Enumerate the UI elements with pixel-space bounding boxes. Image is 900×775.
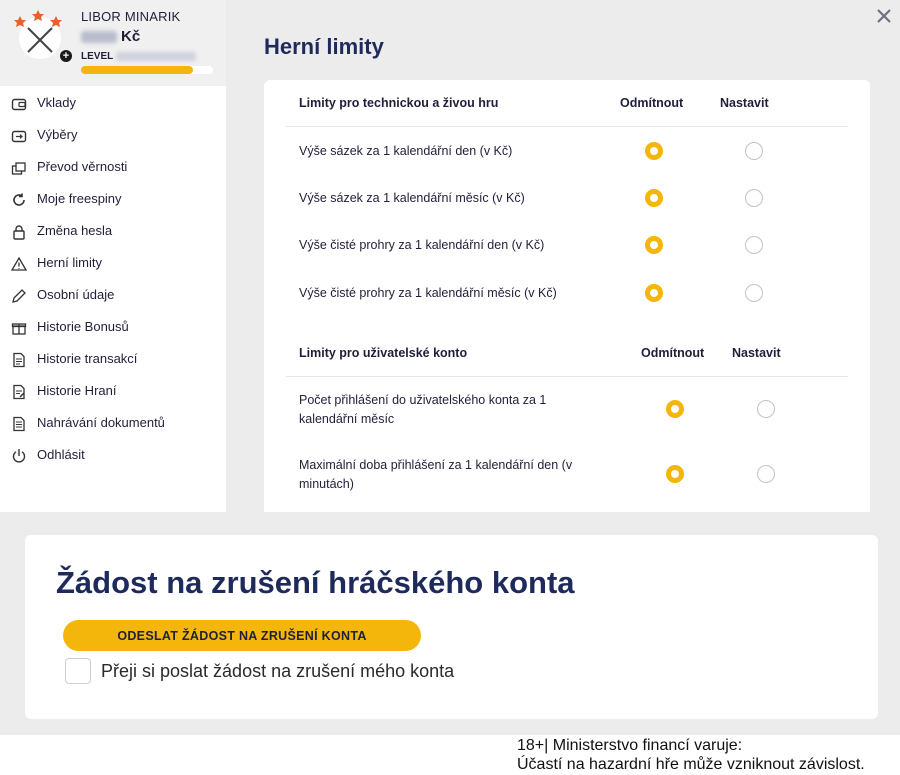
limit-row-label-line: Počet přihlášení do uživatelského konta za 1 bbox=[299, 393, 547, 407]
profile-header bbox=[0, 0, 226, 86]
gambling-warning bbox=[517, 736, 865, 774]
sidebar-item-freespiny[interactable] bbox=[0, 186, 226, 218]
wallet-out-icon bbox=[11, 128, 27, 144]
column-header-refuse: Odmítnout bbox=[641, 346, 705, 360]
limit-row-label-line: Maximální doba přihlášení za 1 kalendářní den (v bbox=[299, 458, 573, 472]
sidebar-item-label: Historie Hraní bbox=[37, 383, 117, 398]
limit-row-label bbox=[299, 391, 546, 429]
sidebar-item-historie-hrani[interactable] bbox=[0, 378, 226, 410]
close-icon[interactable] bbox=[874, 6, 894, 26]
sidebar-item-odhlasit[interactable] bbox=[0, 442, 226, 474]
limit-row-label bbox=[299, 456, 572, 494]
radio-set[interactable] bbox=[757, 465, 775, 483]
account-deletion-card bbox=[25, 535, 878, 719]
balance-blurred bbox=[81, 31, 117, 43]
level-blurred bbox=[116, 52, 196, 61]
balance bbox=[81, 28, 140, 45]
column-header-set: Nastavit bbox=[720, 96, 769, 110]
radio-set[interactable] bbox=[745, 189, 763, 207]
radio-refuse[interactable] bbox=[645, 189, 663, 207]
limit-row-label-line: minutách) bbox=[299, 477, 354, 491]
deletion-confirm-checkbox[interactable] bbox=[65, 658, 91, 684]
sidebar-item-label: Vklady bbox=[37, 95, 77, 110]
radio-refuse[interactable] bbox=[645, 142, 663, 160]
wallet-icon bbox=[11, 96, 27, 112]
currency: Kč bbox=[121, 28, 141, 45]
coins-icon bbox=[11, 160, 27, 176]
sidebar-item-vybery[interactable] bbox=[0, 122, 226, 154]
document-edit-icon bbox=[11, 384, 27, 400]
sidebar-item-vklady[interactable] bbox=[0, 90, 226, 122]
radio-set[interactable] bbox=[745, 236, 763, 254]
sidebar-item-label: Nahrávání dokumentů bbox=[37, 415, 165, 430]
column-header-refuse: Odmítnout bbox=[620, 96, 684, 110]
limit-row-label-line: kalendářní měsíc bbox=[299, 412, 395, 426]
sidebar-item-nahravani-dokumentu[interactable] bbox=[0, 410, 226, 442]
sidebar-menu bbox=[0, 90, 226, 474]
sidebar-item-label: Historie Bonusů bbox=[37, 319, 129, 334]
limit-row-label: Výše sázek za 1 kalendářní den (v Kč) bbox=[299, 144, 513, 158]
limit-row-label: Výše čisté prohry za 1 kalendářní měsíc (v Kč) bbox=[299, 286, 557, 300]
gift-icon bbox=[11, 320, 27, 336]
radio-refuse[interactable] bbox=[666, 465, 684, 483]
add-funds-icon[interactable]: + bbox=[60, 50, 72, 62]
sidebar-item-label: Historie transakcí bbox=[37, 351, 138, 366]
radio-refuse[interactable] bbox=[645, 284, 663, 302]
sidebar-item-label: Převod věrnosti bbox=[37, 159, 128, 174]
radio-set[interactable] bbox=[745, 284, 763, 302]
user-name: LIBOR MINARIK bbox=[81, 9, 181, 24]
power-icon bbox=[11, 448, 27, 464]
limits-panel bbox=[264, 80, 870, 512]
upload-document-icon bbox=[11, 416, 27, 432]
warning-icon bbox=[11, 256, 27, 272]
limit-row-label: Výše sázek za 1 kalendářní měsíc (v Kč) bbox=[299, 191, 525, 205]
sidebar-item-zmena-hesla[interactable] bbox=[0, 218, 226, 250]
gambling-warning-line2: Účastí na hazardní hře může vzniknout závislost. bbox=[517, 756, 865, 773]
level-progress-fill bbox=[81, 66, 193, 74]
sidebar-item-label: Moje freespiny bbox=[37, 191, 122, 206]
pencil-icon bbox=[11, 288, 27, 304]
sidebar-item-label: Výběry bbox=[37, 127, 78, 142]
sidebar-item-label: Odhlásit bbox=[37, 447, 85, 462]
avatar bbox=[14, 8, 66, 60]
lock-icon bbox=[11, 224, 27, 240]
footer bbox=[0, 735, 900, 775]
page-title: Herní limity bbox=[264, 34, 384, 59]
radio-refuse[interactable] bbox=[645, 236, 663, 254]
sidebar-item-label: Změna hesla bbox=[37, 223, 113, 238]
sidebar-item-historie-transakci[interactable] bbox=[0, 346, 226, 378]
sidebar-item-herni-limity[interactable] bbox=[0, 250, 226, 282]
section-title-live-game: Limity pro technickou a živou hru bbox=[299, 96, 499, 110]
divider bbox=[286, 126, 848, 127]
account-deletion-title: Žádost na zrušení hráčského konta bbox=[56, 565, 575, 600]
sidebar-item-osobni-udaje[interactable] bbox=[0, 282, 226, 314]
sidebar-item-label: Herní limity bbox=[37, 255, 103, 270]
radio-refuse[interactable] bbox=[666, 400, 684, 418]
sidebar-item-prevod-vernosti[interactable] bbox=[0, 154, 226, 186]
level-label: LEVEL bbox=[81, 51, 114, 62]
column-header-set: Nastavit bbox=[732, 346, 781, 360]
divider bbox=[286, 376, 848, 377]
section-title-user-account: Limity pro uživatelské konto bbox=[299, 346, 468, 360]
document-icon bbox=[11, 352, 27, 368]
deletion-confirm-label: Přeji si poslat žádost na zrušení mého konta bbox=[101, 661, 455, 681]
gambling-warning-line1: 18+| Ministerstvo financí varuje: bbox=[517, 737, 743, 754]
send-deletion-request-button[interactable]: ODESLAT ŽÁDOST NA ZRUŠENÍ KONTA bbox=[63, 620, 421, 651]
radio-set[interactable] bbox=[745, 142, 763, 160]
limit-row-label: Výše čisté prohry za 1 kalendářní den (v Kč) bbox=[299, 238, 545, 252]
sidebar-item-historie-bonusu[interactable] bbox=[0, 314, 226, 346]
sidebar-item-label: Osobní údaje bbox=[37, 287, 115, 302]
level-progress-bar bbox=[81, 66, 213, 74]
refresh-icon bbox=[11, 192, 27, 208]
radio-set[interactable] bbox=[757, 400, 775, 418]
sidebar bbox=[0, 0, 226, 512]
